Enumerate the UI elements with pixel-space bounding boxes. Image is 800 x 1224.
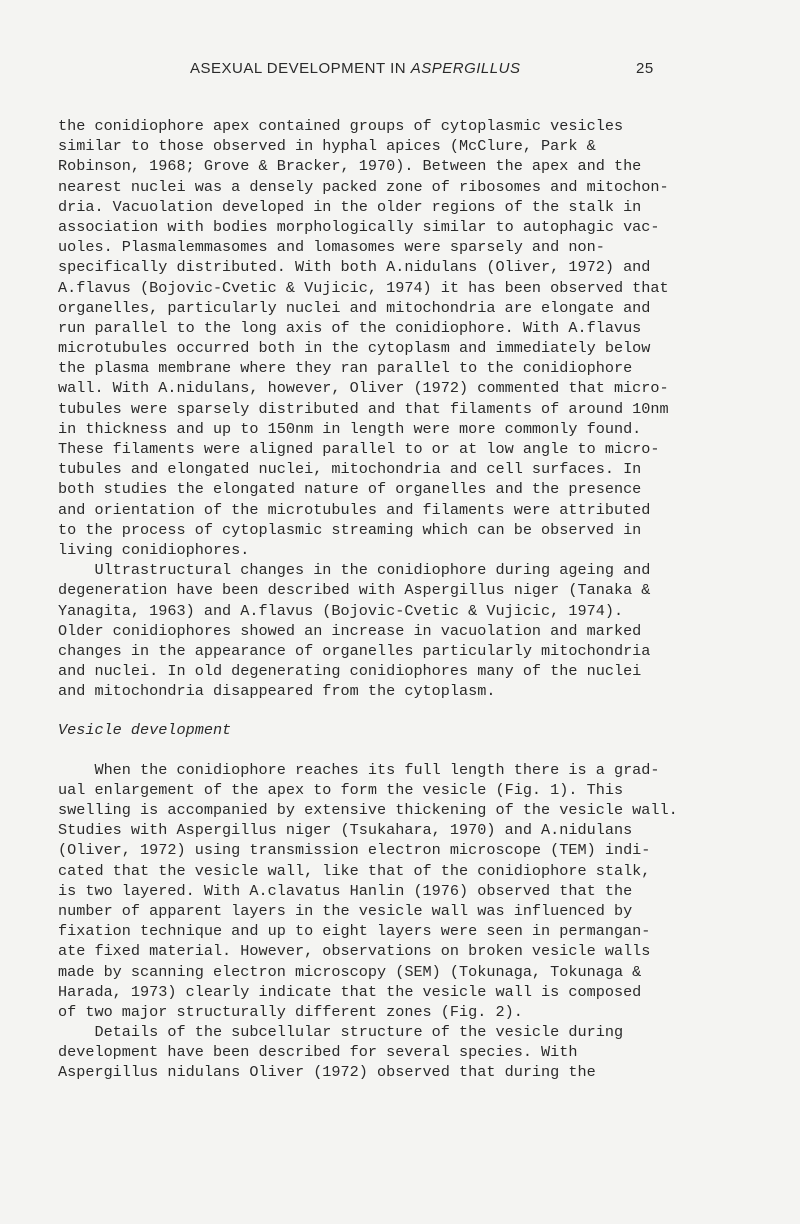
text-line: These filaments were aligned parallel to or at low angle to micro- — [58, 440, 660, 458]
section-heading: Vesicle development — [58, 721, 232, 740]
paragraph-3 — [58, 760, 768, 1022]
text-line: is two layered. With A.clavatus Hanlin (1976) observed that the — [58, 881, 633, 900]
text-line: Details of the subcellular structure of the vesicle during — [58, 1023, 624, 1042]
text-line: uoles. Plasmalemmasomes and lomasomes were sparsely and non- — [58, 238, 605, 257]
running-title-genus: ASPERGILLUS — [410, 60, 521, 77]
text-line: association with bodies morphologically similar to autophagic vac- — [58, 217, 660, 236]
text-line: development have been described for several species. With — [58, 1043, 578, 1062]
running-title — [190, 60, 520, 77]
section-spacer — [58, 701, 768, 720]
text-line: the conidiophore apex contained groups of cytoplasmic vesicles — [58, 117, 624, 135]
text-line: ual enlargement of the apex to form the vesicle (Fig. 1). This — [58, 780, 624, 799]
text-line: specifically distributed. With both A.nidulans (Oliver, 1972) and — [58, 258, 651, 277]
text-line: both studies the elongated nature of organelles and the presence — [58, 480, 642, 499]
text-line: Robinson, 1968; Grove & Bracker, 1970). Between the apex and the — [58, 157, 642, 176]
text-line: tubules and elongated nuclei, mitochondria and cell surfaces. In — [58, 460, 642, 479]
text-line: swelling is accompanied by extensive thickening of the vesicle wall. — [58, 801, 678, 819]
text-line: and orientation of the microtubules and filaments were attributed — [58, 500, 651, 519]
text-line: changes in the appearance of organelles particularly mitochondria — [58, 641, 651, 660]
text-line: to the process of cytoplasmic streaming which can be observed in — [58, 520, 642, 539]
text-line: When the conidiophore reaches its full length there is a grad- — [58, 760, 660, 779]
paragraph-1 — [58, 116, 768, 560]
text-line: of two major structurally different zones (Fig. 2). — [58, 1002, 523, 1021]
text-line: run parallel to the long axis of the conidiophore. With A.flavus — [58, 318, 642, 337]
text-line: (Oliver, 1972) using transmission electron microscope (TEM) indi- — [58, 841, 651, 860]
text-line: dria. Vacuolation developed in the older regions of the stalk in — [58, 197, 642, 216]
text-line: tubules were sparsely distributed and that filaments of around 10nm — [58, 399, 669, 418]
paragraph-4 — [58, 1022, 768, 1083]
text-line: microtubules occurred both in the cytoplasm and immediately below — [58, 339, 651, 358]
text-line: fixation technique and up to eight layers were seen in permangan- — [58, 922, 651, 941]
text-line: number of apparent layers in the vesicle wall was influenced by — [58, 901, 633, 920]
text-line: in thickness and up to 150nm in length were more commonly found. — [58, 419, 642, 438]
text-line: Yanagita, 1963) and A.flavus (Bojovic-Cvetic & Vujicic, 1974). — [58, 601, 624, 620]
text-line: Ultrastructural changes in the conidiophore during ageing and — [58, 561, 651, 580]
text-line: Aspergillus nidulans Oliver (1972) observed that during the — [58, 1063, 596, 1082]
text-line: wall. With A.nidulans, however, Oliver (1972) commented that micro- — [58, 379, 669, 398]
text-line: and mitochondria disappeared from the cytoplasm. — [58, 682, 496, 701]
body-text — [58, 116, 768, 1083]
text-line: Studies with Aspergillus niger (Tsukahara, 1970) and A.nidulans — [58, 821, 633, 840]
text-line: made by scanning electron microscopy (SEM) (Tokunaga, Tokunaga & — [58, 962, 642, 981]
section-spacer — [58, 741, 768, 760]
text-line: and nuclei. In old degenerating conidiophores many of the nuclei — [58, 662, 642, 681]
paragraph-2 — [58, 560, 768, 701]
text-line: Older conidiophores showed an increase in vacuolation and marked — [58, 621, 642, 640]
text-line: ate fixed material. However, observations on broken vesicle walls — [58, 942, 651, 961]
text-line: organelles, particularly nuclei and mitochondria are elongate and — [58, 298, 651, 317]
text-line: Harada, 1973) clearly indicate that the vesicle wall is composed — [58, 982, 642, 1001]
text-line: living conidiophores. — [58, 540, 250, 559]
page-number: 25 — [636, 60, 654, 77]
running-title-text: ASEXUAL DEVELOPMENT IN — [190, 60, 407, 77]
text-line: A.flavus (Bojovic-Cvetic & Vujicic, 1974) it has been observed that — [58, 278, 669, 297]
text-line: the plasma membrane where they ran parallel to the conidiophore — [58, 359, 633, 378]
text-line: cated that the vesicle wall, like that of the conidiophore stalk, — [58, 861, 651, 880]
text-line: similar to those observed in hyphal apices (McClure, Park & — [58, 137, 596, 156]
text-line: nearest nuclei was a densely packed zone of ribosomes and mitochon- — [58, 177, 669, 196]
text-line: degeneration have been described with Aspergillus niger (Tanaka & — [58, 581, 651, 600]
